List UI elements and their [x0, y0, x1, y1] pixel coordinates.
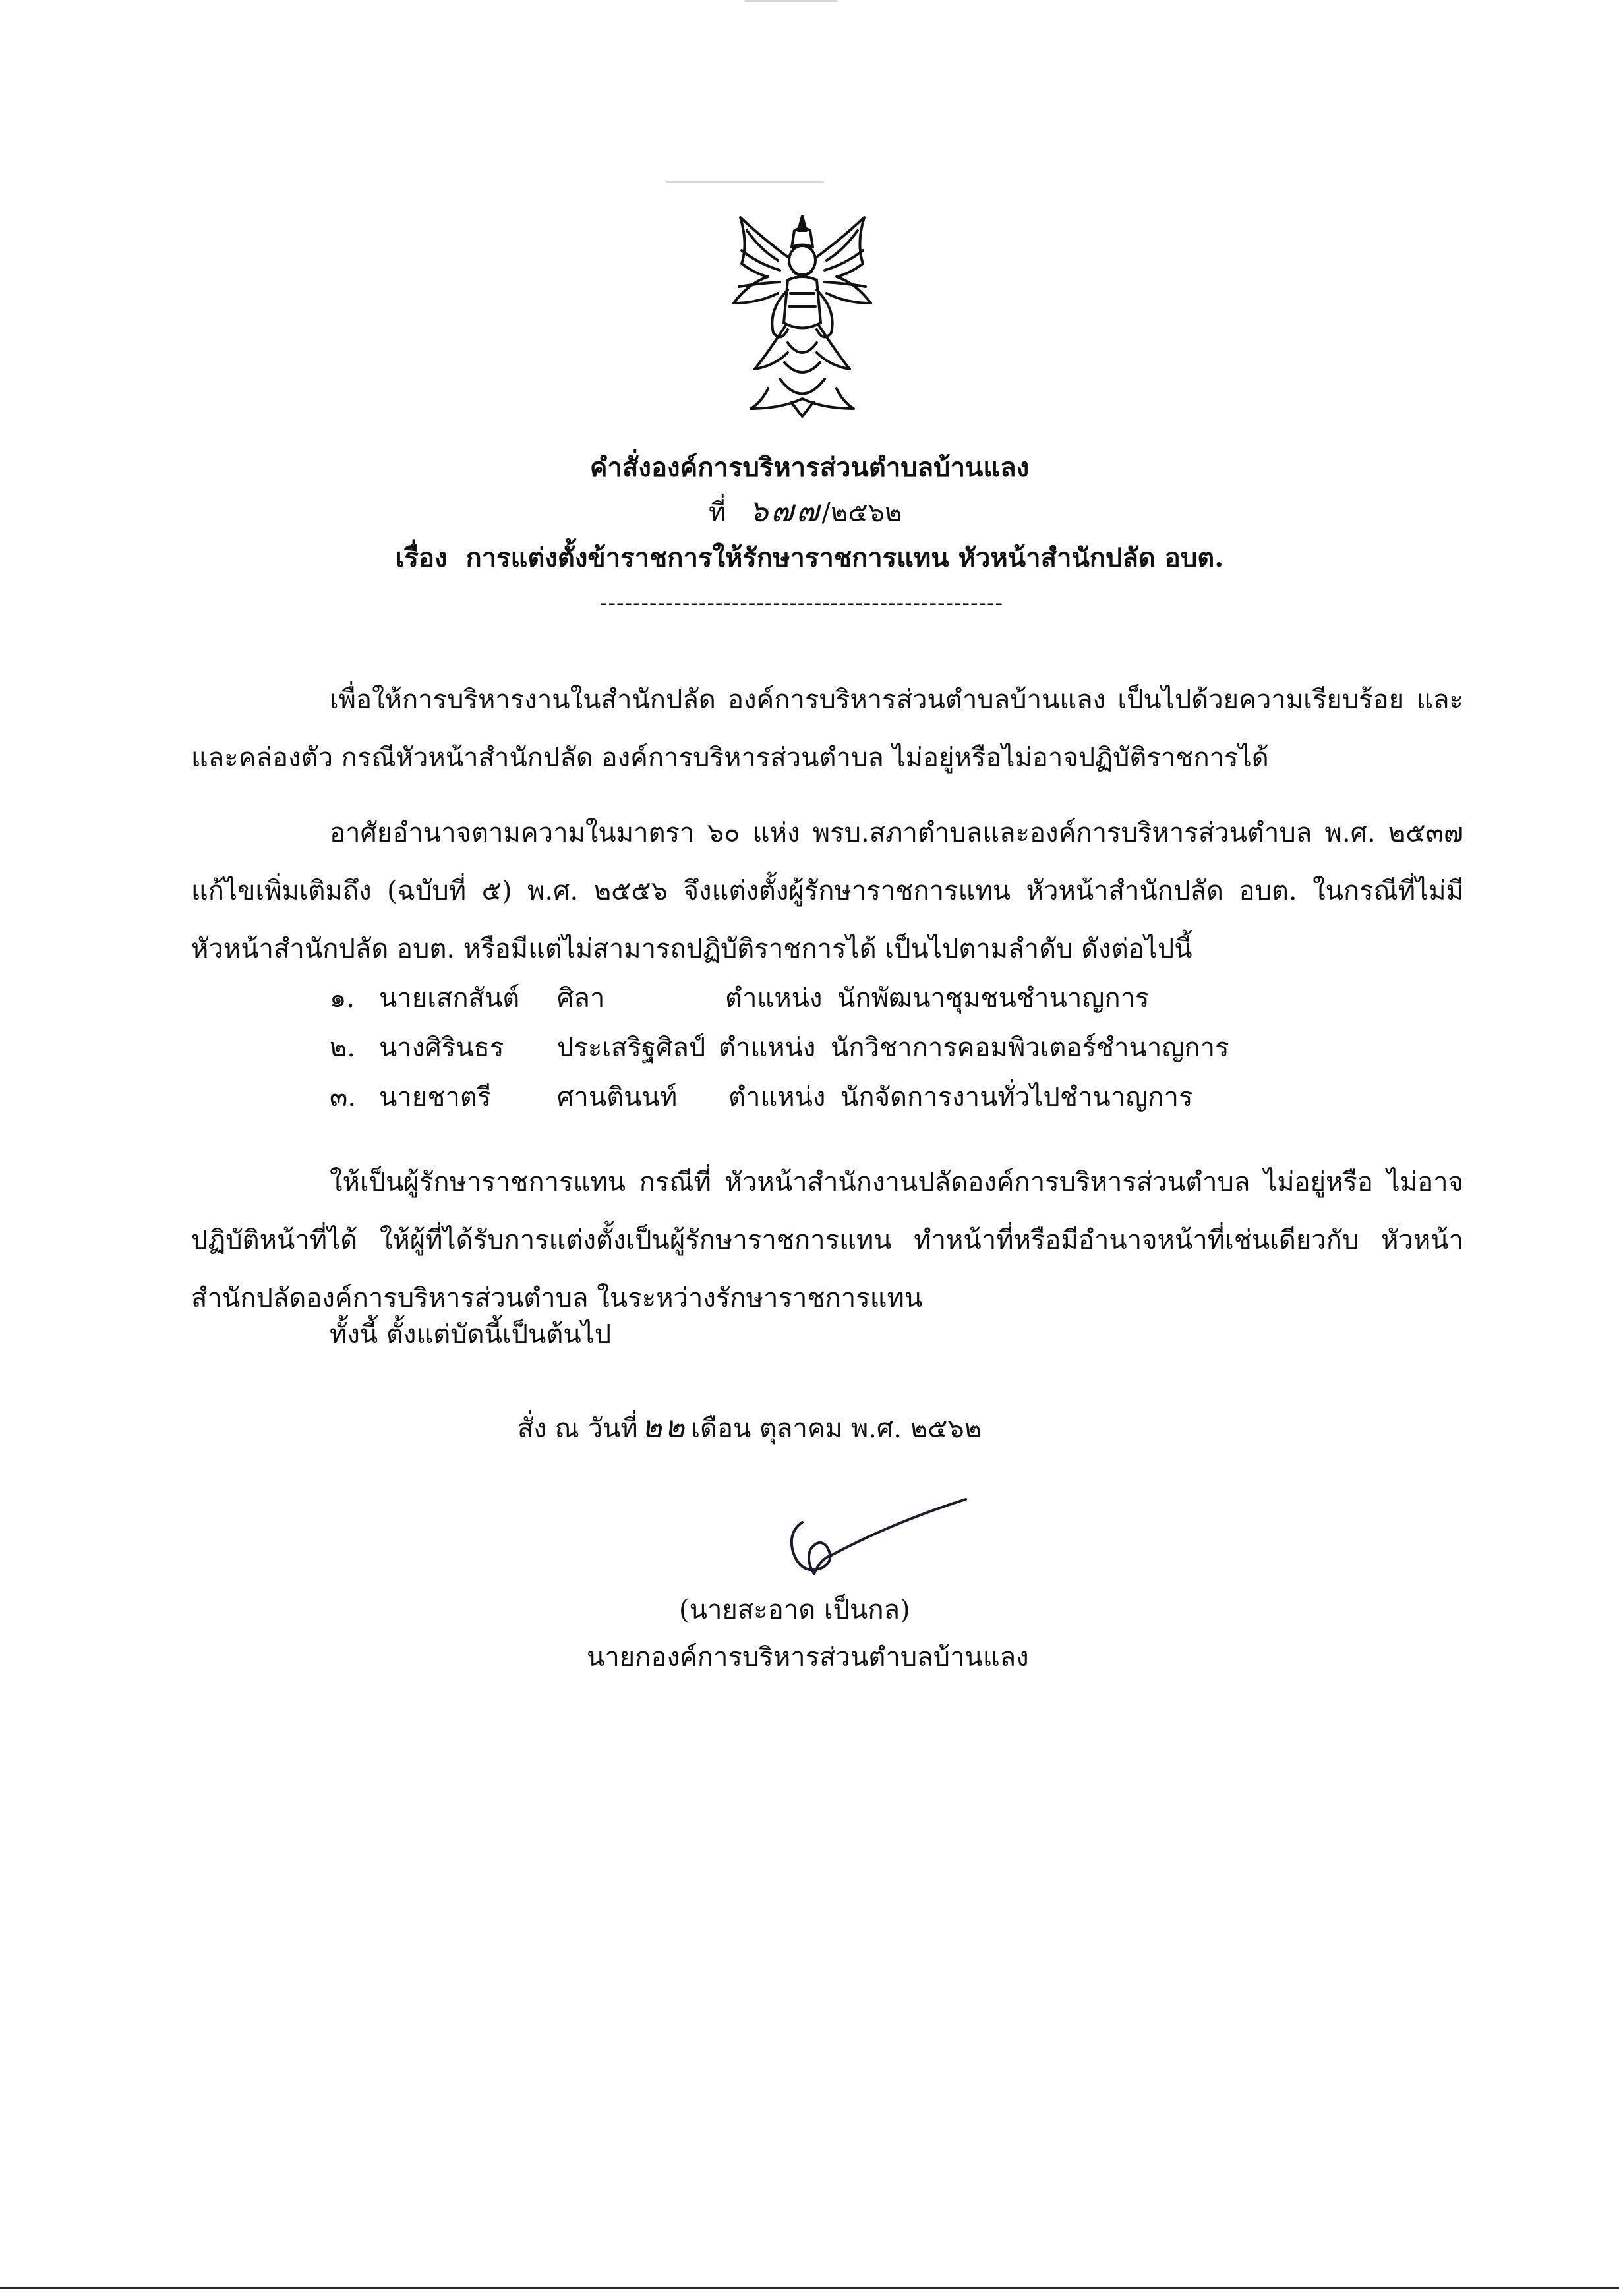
title-separator: -------------------------------------------------	[600, 590, 1003, 616]
appointee-number: ๑.	[330, 983, 355, 1014]
paragraph-authority	[191, 804, 1463, 978]
order-date	[517, 1410, 982, 1445]
order-number-handwritten: ๖๗๗	[749, 493, 822, 529]
appointee-number: ๓.	[330, 1082, 357, 1112]
order-title: คำสั่งองค์การบริหารส่วนตำบลบ้านแลง	[589, 452, 1030, 483]
appointee-position: นักพัฒนาชุมชนชำนาญการ	[837, 983, 1150, 1014]
appointee-last-name: ศิลา	[557, 983, 605, 1014]
signatory-name: (นายสะอาด เป็นกล)	[679, 1595, 910, 1625]
order-subject	[0, 542, 1619, 575]
appointee-position: นักวิชาการคอมพิวเตอร์ชำนาญการ	[831, 1033, 1229, 1063]
order-number-prefix: ที่	[709, 498, 726, 528]
appointee-position-label: ตำแหน่ง	[719, 1033, 816, 1063]
subject-label: เรื่อง	[395, 542, 448, 573]
paragraph-2-text: อาศัยอำนาจตามความในมาตรา ๖๐ แห่ง พรบ.สภาตำบลและองค์การบริหารส่วนตำบล พ.ศ. ๒๕๓๗ แก้ไขเพิ่มเติมถึง (ฉบับที่ ๕) พ.ศ. ๒๕๕๖ จึงแต่งตั้งผู้รักษาราชการแทน หัวหน้าสำนักปลัด อบต. ในกรณีที่ไม่มีหัวหน้าสำนักปลัด อบต. หรือมีแต่ไม่สามารถปฏิบัติราชการได้ เป็นไปตามลำดับ ดังต่อไปนี้	[191, 818, 1463, 964]
appointee-last-name: ประเสริฐศิลป์	[557, 1033, 706, 1063]
appointee-position-label: ตำแหน่ง	[728, 1082, 826, 1112]
garuda-emblem-icon	[722, 211, 883, 422]
subject-text: การแต่งตั้งข้าราชการให้รักษาราชการแทน หัวหน้าสำนักปลัด อบต.	[465, 542, 1224, 573]
paragraph-purpose	[191, 671, 1463, 787]
paragraph-3-text: ให้เป็นผู้รักษาราชการแทน กรณีที่ หัวหน้าสำนักงานปลัดองค์การบริหารส่วนตำบล ไม่อยู่หรือ ไม่อาจปฏิบัติหน้าที่ได้ ให้ผู้ที่ได้รับการแต่งตั้งเป็นผู้รักษาราชการแทน ทำหน้าที่หรือมีอำนาจหน้าที่เช่นเดียวกับ หัวหน้าสำนักปลัดองค์การบริหารส่วนตำบล ในระหว่างรักษาราชการแทน	[191, 1167, 1463, 1313]
appointee-first-name: นายเสกสันต์	[379, 983, 520, 1014]
paragraph-1-text: เพื่อให้การบริหารงานในสำนักปลัด องค์การบริหารส่วนตำบลบ้านแลง เป็นไปด้วยความเรียบร้อย และและคล่องตัว กรณีหัวหน้าสำนักปลัด องค์การบริหารส่วนตำบล ไม่อยู่หรือไม่อาจปฏิบัติราชการได้	[191, 685, 1463, 773]
order-number	[709, 494, 902, 529]
order-date-prefix: สั่ง ณ วันที่	[517, 1414, 638, 1444]
appointee-number: ๒.	[330, 1033, 356, 1063]
appointee-position-label: ตำแหน่ง	[725, 983, 823, 1014]
paragraph-effective: ทั้งนี้ ตั้งแต่บัดนี้เป็นต้นไป	[330, 1319, 612, 1350]
order-number-suffix: /๒๕๖๒	[821, 498, 902, 528]
appointee-position: นักจัดการงานทั่วไปชำนาญการ	[840, 1082, 1193, 1112]
appointee-first-name: นางศิรินธร	[379, 1033, 504, 1063]
paragraph-acting-duties	[191, 1153, 1463, 1327]
scan-artifact	[666, 181, 824, 183]
scan-edge-line	[0, 2287, 1619, 2289]
order-date-day-handwritten: ๒๒	[641, 1409, 688, 1445]
scan-artifact	[745, 0, 837, 2]
appointee-first-name: นายชาตรี	[379, 1082, 492, 1112]
signatory-title: นายกองค์การบริหารส่วนตำบลบ้านแลง	[587, 1642, 1029, 1673]
order-date-month: เดือน ตุลาคม พ.ศ. ๒๕๖๒	[691, 1414, 982, 1444]
appointee-last-name: ศานตินนท์	[557, 1082, 678, 1112]
handwritten-signature	[775, 1496, 972, 1588]
